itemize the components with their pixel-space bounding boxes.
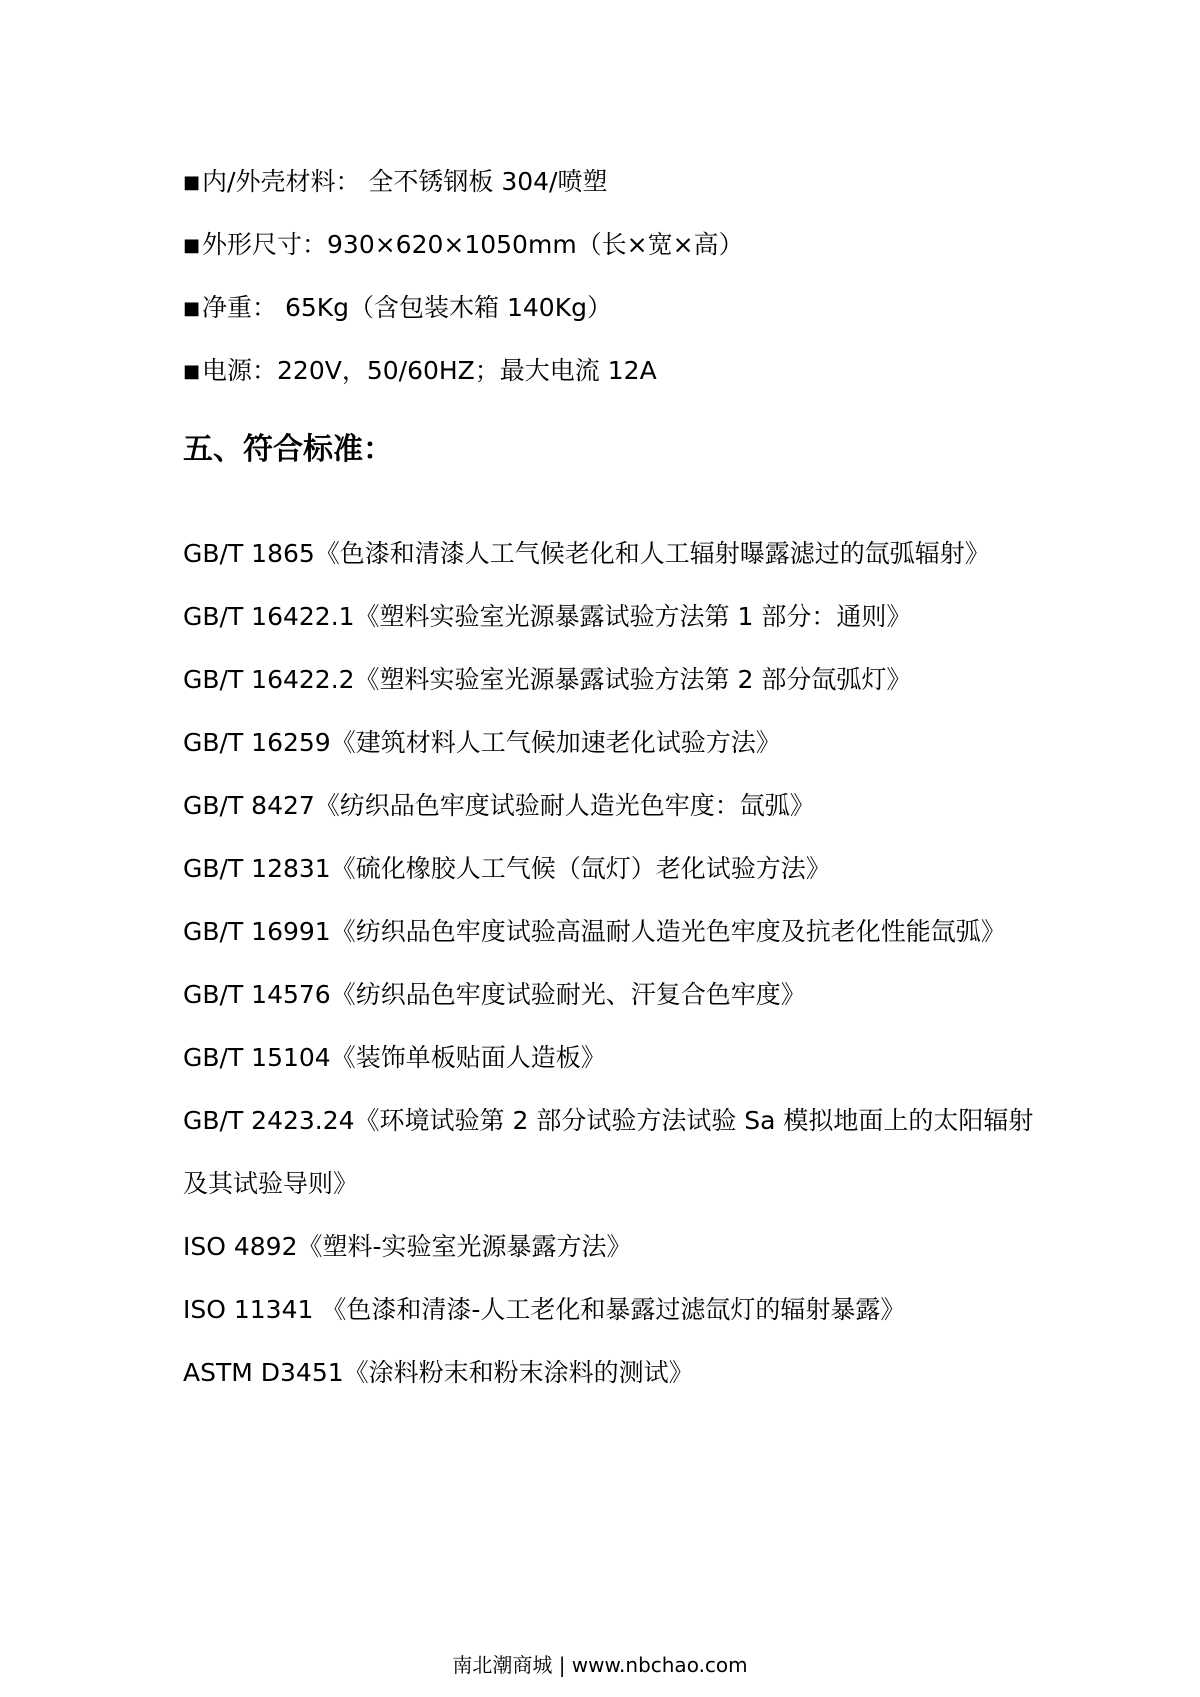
standard-item: ISO 11341 《色漆和清漆-人工老化和暴露过滤氙灯的辐射暴露》: [183, 1295, 906, 1324]
spec-line-shell-material: [183, 150, 1043, 213]
page-content: [183, 150, 1043, 1404]
spec-text: 净重： 65Kg（含包装木箱 140Kg）: [202, 293, 612, 322]
spec-line-dimensions: [183, 213, 1043, 276]
spec-text: 内/外壳材料： 全不锈钢板 304/喷塑: [202, 167, 608, 196]
spec-line-net-weight: [183, 276, 1043, 339]
standard-item: GB/T 16991《纺织品色牢度试验高温耐人造光色牢度及抗老化性能氙弧》: [183, 917, 1006, 946]
standard-item: ISO 4892《塑料-实验室光源暴露方法》: [183, 1232, 632, 1261]
bullet-square-icon: ■: [183, 235, 201, 256]
standard-item: GB/T 1865《色漆和清漆人工气候老化和人工辐射曝露滤过的氙弧辐射》: [183, 539, 990, 568]
spec-text: 电源：220V，50/60HZ；最大电流 12A: [202, 356, 657, 385]
standard-item: GB/T 16422.1《塑料实验室光源暴露试验方法第 1 部分：通则》: [183, 602, 912, 631]
spec-text: 外形尺寸：930×620×1050mm（长×宽×高）: [202, 230, 744, 259]
standard-item: GB/T 16259《建筑材料人工气候加速老化试验方法》: [183, 728, 781, 757]
bullet-square-icon: ■: [183, 298, 201, 319]
bullet-square-icon: ■: [183, 172, 201, 193]
standard-item: GB/T 8427《纺织品色牢度试验耐人造光色牢度：氙弧》: [183, 791, 815, 820]
bullet-square-icon: ■: [183, 361, 201, 382]
standard-item: GB/T 15104《装饰单板贴面人造板》: [183, 1043, 606, 1072]
spec-list: [183, 150, 1043, 402]
spec-line-power: [183, 339, 1043, 402]
standard-item: GB/T 12831《硫化橡胶人工气候（氙灯）老化试验方法》: [183, 854, 831, 883]
standard-item: GB/T 14576《纺织品色牢度试验耐光、汗复合色牢度》: [183, 980, 806, 1009]
standard-item: GB/T 16422.2《塑料实验室光源暴露试验方法第 2 部分氙弧灯》: [183, 665, 912, 694]
standards-list: [183, 522, 1043, 1404]
section-heading: 五、符合标准：: [183, 432, 393, 467]
standard-item: GB/T 2423.24《环境试验第 2 部分试验方法试验 Sa 模拟地面上的太阳辐射及其试验导则》: [183, 1106, 1034, 1198]
standard-item: ASTM D3451《涂料粉末和粉末涂料的测试》: [183, 1358, 694, 1387]
page-footer: 南北潮商城 | www.nbchao.com: [452, 1653, 748, 1677]
